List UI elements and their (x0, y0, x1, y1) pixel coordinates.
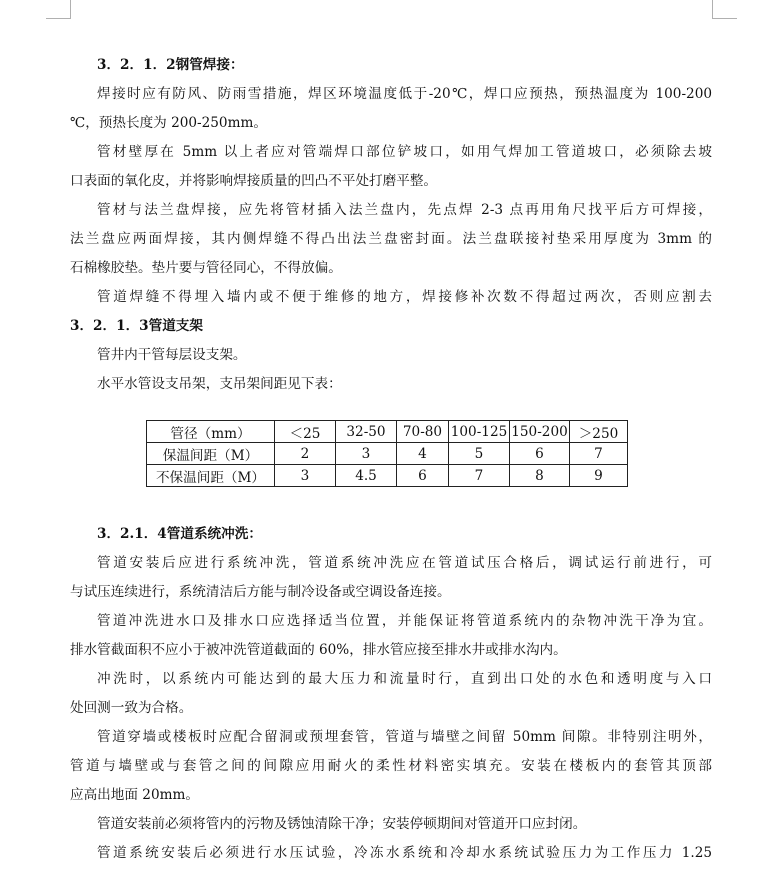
support-spacing-table (146, 420, 628, 487)
paragraph-line: 冲洗时，以系统内可能达到的最大压力和流量时行，直到出口处的水色和透明度与入口 (97, 671, 712, 687)
paragraph-line: 排水管截面积不应小于被冲洗管道截面的 60%，排水管应接至排水井或排水沟内。 (70, 642, 567, 658)
paragraph-line: 管井内干管每层设支架。 (97, 347, 247, 363)
table-row (147, 465, 628, 487)
table-cell: 4.5 (336, 465, 397, 487)
table-cell: 5 (449, 443, 510, 465)
table-cell: 7 (449, 465, 510, 487)
paragraph-line: 管道系统安装后必须进行水压试验，冷冻水系统和冷却水系统试验压力为工作压力 1.25 (97, 845, 712, 861)
paragraph-line: 水平水管设支吊架，支吊架间距见下表： (97, 376, 342, 392)
paragraph-line: 石棉橡胶垫。垫片要与管径同心，不得放偏。 (70, 260, 342, 276)
paragraph-line: 口表面的氧化皮，并将影响焊接质量的凹凸不平处打磨平整。 (70, 173, 438, 189)
table-cell: 9 (570, 465, 628, 487)
table-cell: 7 (570, 443, 628, 465)
table-cell: 150-200 (510, 421, 570, 443)
table-cell: 6 (397, 465, 449, 487)
paragraph-line: 管道与墙壁或与套管之间的间隙应用耐火的柔性材料密实填充。安装在楼板内的套管其顶部 (70, 758, 712, 774)
paragraph-line: 管道焊缝不得埋入墙内或不便于维修的地方，焊接修补次数不得超过两次，否则应割去 (97, 289, 712, 305)
section-heading-welding: 3．2．1．2钢管焊接： (97, 57, 244, 73)
table-cell: 不保温间距（M） (147, 465, 275, 487)
table-cell: 6 (510, 443, 570, 465)
table-cell: ＞250 (570, 421, 628, 443)
table-cell: 8 (510, 465, 570, 487)
paragraph-line: 焊接时应有防风、防雨雪措施，焊区环境温度低于-20℃，焊口应预热，预热温度为 100-200 (97, 86, 712, 102)
table-cell: ＜25 (275, 421, 336, 443)
table-cell: 100-125 (449, 421, 510, 443)
paragraph-line: 管道冲洗进水口及排水口应选择适当位置，并能保证将管道系统内的杂物冲洗干净为宜。 (97, 613, 712, 629)
table-row (147, 443, 628, 465)
table-cell: 3 (275, 465, 336, 487)
table-header-row (147, 421, 628, 443)
paragraph-line: 管材与法兰盘焊接，应先将管材插入法兰盘内，先点焊 2-3 点再用角尺找平后方可焊接， (97, 202, 712, 218)
paragraph-line: 与试压连续进行，系统清洁后方能与制冷设备或空调设备连接。 (70, 584, 451, 600)
paragraph-line: 管道安装前必须将管内的污物及锈蚀清除干净；安装停顿期间对管道开口应封闭。 (97, 816, 587, 832)
paragraph-line: 管材壁厚在 5mm 以上者应对管端焊口部位铲坡口，如用气焊加工管道坡口，必须除去坡 (97, 144, 712, 160)
table-cell: 3 (336, 443, 397, 465)
paragraph-line: ℃，预热长度为 200-250mm。 (70, 115, 267, 131)
section-heading-flushing: 3．2.1．4管道系统冲洗： (97, 526, 262, 542)
table-cell: 保温间距（M） (147, 443, 275, 465)
paragraph-line: 管道穿墙或楼板时应配合留洞或预埋套管，管道与墙壁之间留 50mm 间隙。非特别注明外， (97, 729, 712, 745)
paragraph-line: 处回测一致为合格。 (70, 700, 193, 716)
section-heading-support: 3．2．1．3管道支架 (70, 318, 203, 334)
table-cell: 32-50 (336, 421, 397, 443)
paragraph-line: 应高出地面 20mm。 (70, 787, 199, 803)
table-cell: 70-80 (397, 421, 449, 443)
table-cell: 4 (397, 443, 449, 465)
table-cell: 管径（mm） (147, 421, 275, 443)
paragraph-line: 管道安装后应进行系统冲洗，管道系统冲洗应在管道试压合格后，调试运行前进行，可 (97, 555, 712, 571)
table-cell: 2 (275, 443, 336, 465)
paragraph-line: 法兰盘应两面焊接，其内侧焊缝不得凸出法兰盘密封面。法兰盘联接衬垫采用厚度为 3mm 的 (70, 231, 712, 247)
